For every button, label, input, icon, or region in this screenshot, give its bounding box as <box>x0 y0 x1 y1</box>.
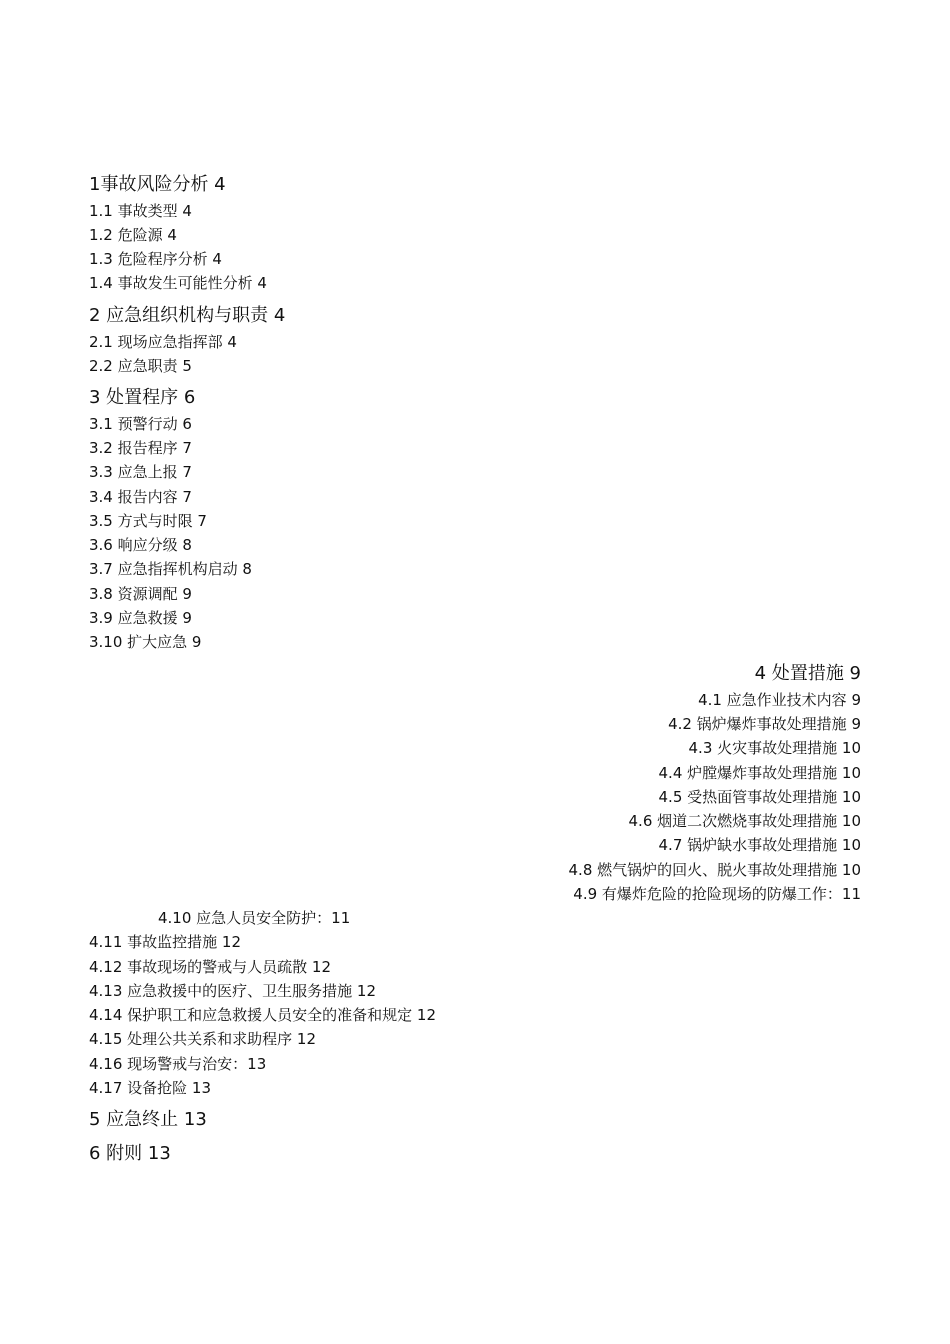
toc-entry-4-2[interactable]: 4.2 锅炉爆炸事故处理措施 9 <box>668 715 861 733</box>
toc-entry-4-14[interactable]: 4.14 保护职工和应急救援人员安全的准备和规定 12 <box>89 1006 437 1024</box>
toc-entry-4-8[interactable]: 4.8 燃气锅炉的回火、脱火事故处理措施 10 <box>568 861 861 879</box>
toc-entry-4-9[interactable]: 4.9 有爆炸危险的抢险现场的防爆工作：11 <box>573 885 861 903</box>
toc-entry-3-7[interactable]: 3.7 应急指挥机构启动 8 <box>89 560 252 578</box>
toc-section-1[interactable]: 1事故风险分析 4 <box>89 174 226 195</box>
toc-entry-3-8[interactable]: 3.8 资源调配 9 <box>89 585 192 603</box>
toc-entry-4-3[interactable]: 4.3 火灾事故处理措施 10 <box>688 739 861 757</box>
toc-entry-1-4[interactable]: 1.4 事故发生可能性分析 4 <box>89 274 267 292</box>
toc-entry-4-5[interactable]: 4.5 受热面管事故处理措施 10 <box>658 788 861 806</box>
toc-entry-4-13[interactable]: 4.13 应急救援中的医疗、卫生服务措施 12 <box>89 982 377 1000</box>
toc-entry-3-9[interactable]: 3.9 应急救援 9 <box>89 609 192 627</box>
toc-entry-4-12[interactable]: 4.12 事故现场的警戒与人员疏散 12 <box>89 958 332 976</box>
toc-entry-4-6[interactable]: 4.6 烟道二次燃烧事故处理措施 10 <box>628 812 861 830</box>
toc-entry-4-1[interactable]: 4.1 应急作业技术内容 9 <box>698 691 861 709</box>
toc-entry-4-7[interactable]: 4.7 锅炉缺水事故处理措施 10 <box>658 836 861 854</box>
toc-entry-3-3[interactable]: 3.3 应急上报 7 <box>89 463 192 481</box>
toc-entry-2-1[interactable]: 2.1 现场应急指挥部 4 <box>89 333 237 351</box>
toc-entry-4-11[interactable]: 4.11 事故监控措施 12 <box>89 933 242 951</box>
toc-section-2[interactable]: 2 应急组织机构与职责 4 <box>89 305 286 326</box>
toc-entry-3-10[interactable]: 3.10 扩大应急 9 <box>89 633 202 651</box>
toc-entry-4-17[interactable]: 4.17 设备抢险 13 <box>89 1079 212 1097</box>
toc-entry-4-10[interactable]: 4.10 应急人员安全防护：11 <box>158 909 351 927</box>
toc-entry-3-5[interactable]: 3.5 方式与时限 7 <box>89 512 207 530</box>
toc-entry-1-1[interactable]: 1.1 事故类型 4 <box>89 202 192 220</box>
toc-entry-3-4[interactable]: 3.4 报告内容 7 <box>89 488 192 506</box>
toc-entry-3-6[interactable]: 3.6 响应分级 8 <box>89 536 192 554</box>
toc-section-5[interactable]: 5 应急终止 13 <box>89 1109 207 1130</box>
toc-entry-3-1[interactable]: 3.1 预警行动 6 <box>89 415 192 433</box>
toc-entry-2-2[interactable]: 2.2 应急职责 5 <box>89 357 192 375</box>
toc-entry-4-4[interactable]: 4.4 炉膛爆炸事故处理措施 10 <box>658 764 861 782</box>
toc-entry-3-2[interactable]: 3.2 报告程序 7 <box>89 439 192 457</box>
toc-section-4[interactable]: 4 处置措施 9 <box>754 663 861 684</box>
toc-entry-1-2[interactable]: 1.2 危险源 4 <box>89 226 177 244</box>
toc-entry-4-16[interactable]: 4.16 现场警戒与治安：13 <box>89 1055 267 1073</box>
toc-entry-1-3[interactable]: 1.3 危险程序分析 4 <box>89 250 222 268</box>
toc-entry-4-15[interactable]: 4.15 处理公共关系和求助程序 12 <box>89 1030 317 1048</box>
toc-section-3[interactable]: 3 处置程序 6 <box>89 387 196 408</box>
toc-section-6[interactable]: 6 附则 13 <box>89 1143 171 1164</box>
